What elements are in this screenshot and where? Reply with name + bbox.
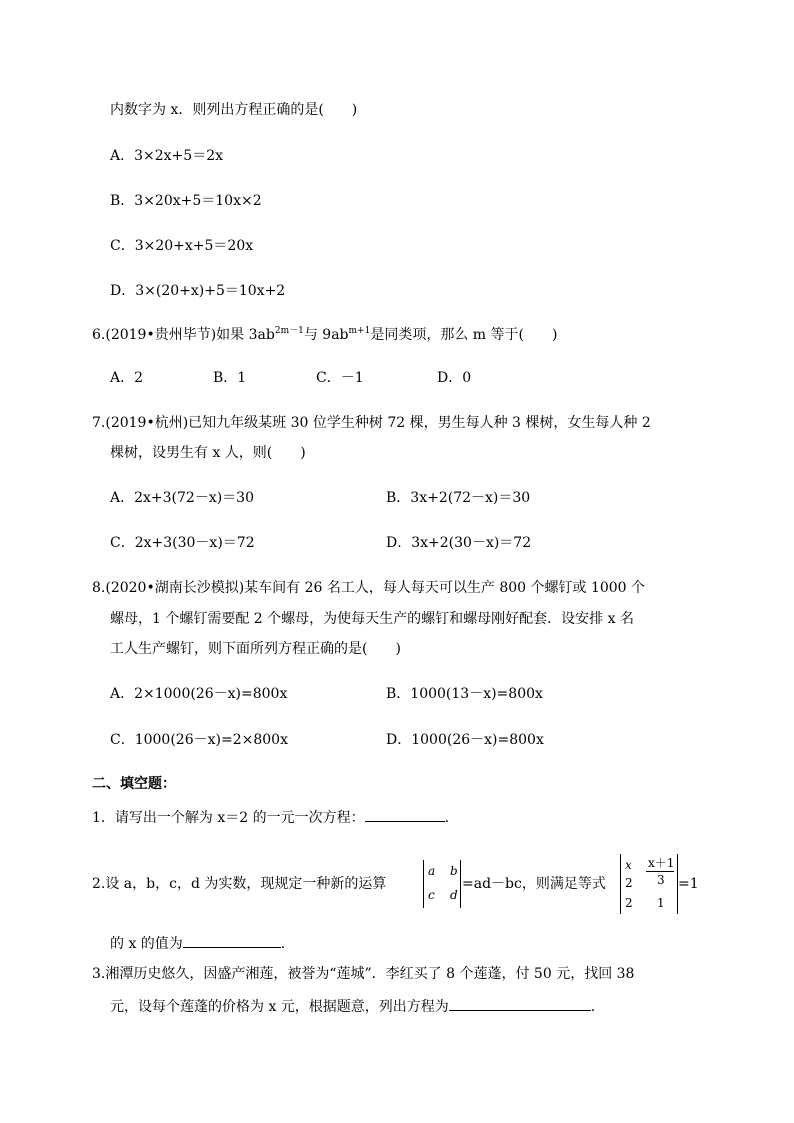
q8-option-d: D．1000(26－x)=800x — [386, 732, 544, 748]
det-entry-a: a — [428, 864, 436, 878]
det-entry-c: c — [428, 888, 435, 902]
q7-stem-line2: 棵树，设男生有 x 人，则( ) — [110, 445, 306, 461]
det2-entry-row1: 2 — [625, 876, 633, 890]
q7-option-a: A．2x+3(72－x)＝30 — [110, 490, 254, 506]
q5-option-b: B．3×20x+5＝10x×2 — [110, 193, 262, 209]
q6-option-a: A．2 — [110, 370, 144, 386]
q5-stem: 内数字为 x．则列出方程正确的是( ) — [110, 102, 358, 118]
det2-entry-row2a: 2 — [625, 896, 633, 910]
det2-fraction-numerator: x＋1 — [648, 856, 675, 870]
q8-option-a: A．2×1000(26－x)=800x — [110, 686, 288, 702]
q7-option-b: B．3x+2(72－x)＝30 — [386, 490, 531, 506]
fill-q2-line2-text: 的 x 的值为 — [110, 936, 183, 952]
q6-option-d: D．0 — [437, 370, 472, 386]
q8-stem-line2: 螺母，1 个螺钉需要配 2 个螺母，为使每天生产的螺钉和螺母刚好配套．设安排 x 名 — [110, 611, 634, 627]
q7-option-c: C．2x+3(30－x)＝72 — [110, 535, 255, 551]
q8-stem-line1: 8.(2020•湖南长沙模拟)某车间有 26 名工人，每人每天可以生产 800 个螺钉或 1000 个 — [92, 580, 646, 596]
q5-option-c: C．3×20+x+5＝20x — [110, 238, 254, 254]
q6-stem-post: 是同类项，那么 m 等于( ) — [370, 327, 558, 343]
det-entry-d: d — [450, 888, 458, 902]
q5-option-d: D．3×(20+x)+5＝10x+2 — [110, 283, 286, 299]
determinant-abcd — [423, 860, 461, 908]
fill-q2-post: =1 — [678, 876, 699, 892]
fill-q3-line1: 3.湘潭历史悠久，因盛产湘莲，被誉为“莲城”．李红买了 8 个莲蓬，付 50 元，找回 38 — [92, 966, 635, 982]
fill-q2-pre: 2.设 a，b，c，d 为实数，现规定一种新的运算 — [92, 876, 387, 892]
fill-q3-line2 — [110, 995, 595, 1015]
q8-option-c: C．1000(26－x)=2×800x — [110, 732, 288, 748]
q6-stem-pre: 6.(2019•贵州毕节)如果 3ab — [92, 327, 275, 343]
q6-option-c: C．－1 — [316, 370, 364, 386]
fill-q1 — [92, 806, 449, 826]
q6-exponent-1: 2m－1 — [274, 326, 304, 336]
det2-entry-row2b: 1 — [657, 896, 665, 910]
q5-option-a: A．3×2x+5＝2x — [110, 148, 223, 164]
fill-q2-line2 — [110, 932, 285, 952]
fill-q2-mid: =ad－bc，则满足等式 — [462, 876, 606, 892]
section-title-fill-in: 二、填空题： — [92, 776, 176, 792]
det-entry-b: b — [450, 864, 458, 878]
q6-stem — [92, 325, 557, 345]
q6-stem-mid: 与 9ab — [303, 327, 349, 343]
q6-exponent-2: m+1 — [348, 326, 371, 336]
q7-option-d: D．3x+2(30－x)＝72 — [386, 535, 532, 551]
fraction-bar — [646, 871, 674, 872]
det2-fraction-denominator: 3 — [657, 873, 665, 887]
fill-q1-end: . — [444, 810, 450, 826]
det2-entry-x: x — [625, 858, 632, 872]
fill-q1-text: 1．请写出一个解为 x＝2 的一元一次方程： — [92, 810, 365, 826]
q8-option-b: B．1000(13－x)=800x — [386, 686, 543, 702]
fill-q2-end: . — [280, 936, 286, 952]
answer-blank[interactable] — [365, 806, 445, 822]
answer-blank[interactable] — [449, 995, 591, 1011]
fill-q3-line2-text: 元，设每个莲蓬的价格为 x 元，根据题意，列出方程为 — [110, 999, 449, 1015]
determinant-equation — [620, 854, 678, 914]
answer-blank[interactable] — [183, 932, 281, 948]
q6-option-b: B．1 — [213, 370, 247, 386]
fill-q3-end: . — [590, 999, 596, 1015]
q7-stem-line1: 7.(2019•杭州)已知九年级某班 30 位学生种树 72 棵，男生每人种 3 棵树，女生每人种 2 — [92, 415, 651, 431]
q8-stem-line3: 工人生产螺钉，则下面所列方程正确的是( ) — [110, 641, 401, 657]
